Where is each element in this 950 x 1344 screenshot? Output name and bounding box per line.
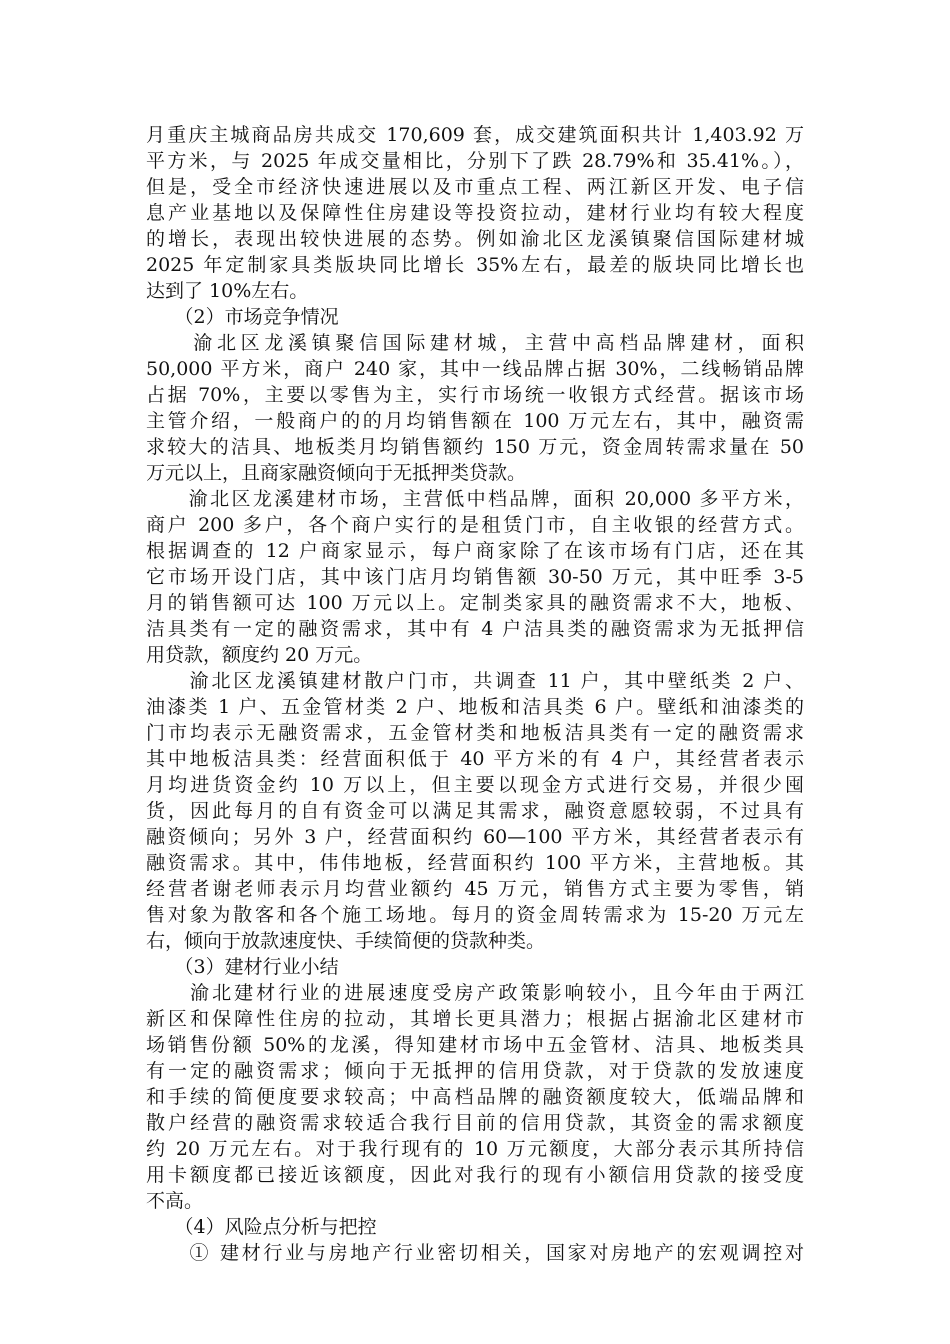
text-line: 渝北区龙溪镇建材散户门市，共调查 11 户，其中壁纸类 2 户、 [146,670,804,692]
text-line: 的增长，表现出较快进展的态势。例如渝北区龙溪镇聚信国际建材城 [146,228,804,250]
text-line: 油漆类 1 户、五金管材类 2 户、地板和洁具类 6 户。壁纸和油漆类的 [146,696,804,718]
text-line: 其中地板洁具类：经营面积低于 40 平方米的有 4 户，其经营者表示 [146,748,804,770]
text-line: 门市均表示无融资需求，五金管材类和地板洁具类有一定的融资需求 [146,722,804,744]
text-line: 右，倾向于放款速度快、手续简便的贷款种类。 [146,930,546,952]
text-line: 融资倾向；另外 3 户，经营面积约 60—100 平方米，其经营者表示有 [146,826,804,848]
text-line: 散户经营的融资需求较适合我行目前的信用贷款，其资金的需求额度 [146,1112,804,1134]
text-line: 渝北区龙溪建材市场，主营低中档品牌，面积 20,000 多平方米， [146,488,804,510]
text-line: 它市场开设门店，其中该门店月均销售额 30-50 万元，其中旺季 3-5 [146,566,804,588]
text-line: 月重庆主城商品房共成交 170,609 套，成交建筑面积共计 1,403.92 万 [146,124,804,146]
text-line: 万元以上，且商家融资倾向于无抵押类贷款。 [146,462,527,484]
text-line: 但是，受全市经济快速进展以及市重点工程、两江新区开发、电子信 [146,176,804,198]
section-heading: （2）市场竞争情况 [146,306,339,328]
text-line: 50,000 平方米，商户 240 家，其中一线品牌占据 30%，二线畅销品牌 [146,358,804,380]
text-line: 新区和保障性住房的拉动，其增长更具潜力；根据占据渝北区建材市 [146,1008,804,1030]
text-line: 经营者谢老师表示月均营业额约 45 万元，销售方式主要为零售，销 [146,878,804,900]
text-line: 占据 70%，主要以零售为主，实行市场统一收银方式经营。据该市场 [146,384,804,406]
text-line: 求较大的洁具、地板类月均销售额约 150 万元，资金周转需求量在 50 [146,436,804,458]
text-line: 渝北建材行业的进展速度受房产政策影响较小，且今年由于两江 [146,982,804,1004]
text-line: 货，因此每月的自有资金可以满足其需求，融资意愿较弱，不过具有 [146,800,804,822]
document-body [146,122,804,1266]
text-line: 平方米，与 2025 年成交量相比，分别下了跌 28.79%和 35.41%。）， [146,150,804,172]
text-line: 融资需求。其中，伟伟地板，经营面积约 100 平方米，主营地板。其 [146,852,804,874]
text-line: 月的销售额可达 100 万元以上。定制类家具的融资需求不大，地板、 [146,592,804,614]
text-line: 售对象为散客和各个施工场地。每月的资金周转需求为 15-20 万元左 [146,904,804,926]
text-line: 场销售份额 50%的龙溪，得知建材市场中五金管材、洁具、地板类具 [146,1034,804,1056]
text-line: 和手续的简便度要求较高；中高档品牌的融资额度较大，低端品牌和 [146,1086,804,1108]
text-line: 用卡额度都已接近该额度，因此对我行的现有小额信用贷款的接受度 [146,1164,804,1186]
text-line: 约 20 万元左右。对于我行现有的 10 万元额度，大部分表示其所持信 [146,1138,804,1160]
section-heading: （4）风险点分析与把控 [146,1216,377,1238]
text-line: 根据调查的 12 户商家显示，每户商家除了在该市场有门店，还在其 [146,540,804,562]
text-line: 用贷款，额度约 20 万元。 [146,644,373,666]
text-line: 达到了 10%左右。 [146,280,309,302]
section-heading: （3）建材行业小结 [146,956,339,978]
text-line: ① 建材行业与房地产行业密切相关，国家对房地产的宏观调控对 [146,1242,804,1264]
text-line: 有一定的融资需求；倾向于无抵押的信用贷款，对于贷款的发放速度 [146,1060,804,1082]
text-line: 商户 200 多户，各个商户实行的是租赁门市，自主收银的经营方式。 [146,514,804,536]
text-line: 渝北区龙溪镇聚信国际建材城，主营中高档品牌建材，面积 [146,332,804,354]
text-line: 主管介绍，一般商户的的月均销售额在 100 万元左右，其中，融资需 [146,410,804,432]
text-line: 不高。 [146,1190,204,1212]
text-line: 月均进货资金约 10 万以上，但主要以现金方式进行交易，并很少囤 [146,774,804,796]
text-line: 洁具类有一定的融资需求，其中有 4 户洁具类的融资需求为无抵押信 [146,618,804,640]
text-line: 2025 年定制家具类版块同比增长 35%左右，最差的版块同比增长也 [146,254,804,276]
text-line: 息产业基地以及保障性住房建设等投资拉动，建材行业均有较大程度 [146,202,804,224]
